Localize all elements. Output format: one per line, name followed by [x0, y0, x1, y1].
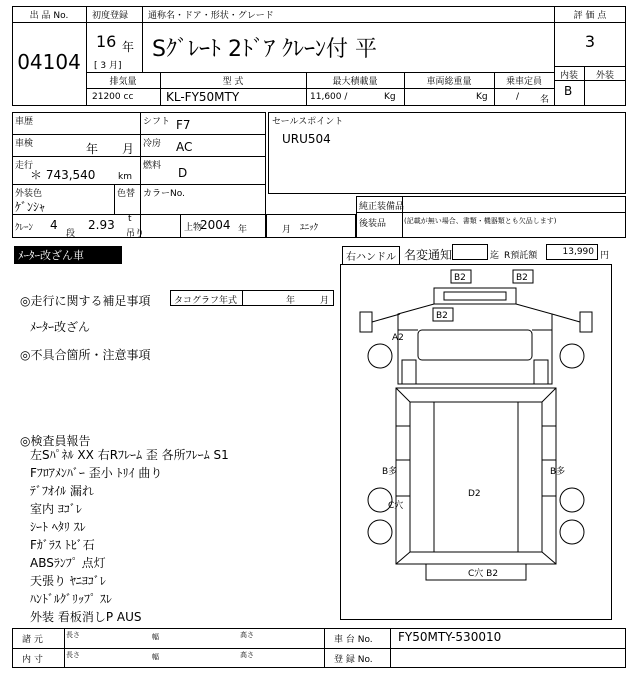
width-label: 幅	[152, 633, 159, 641]
tacho-label: タコグラフ年式	[174, 296, 238, 306]
width-label: 幅	[152, 653, 159, 661]
after-parts-note: (記載が無い場合、書類・機器類とも欠品します)	[404, 217, 557, 225]
exterior-label: 外装	[595, 71, 614, 81]
report-line: Fﾌﾛｱﾒﾝﾊﾞｰ 歪小 ﾄﾘｲ 曲り	[30, 466, 163, 480]
crane-label: ｸﾚｰﾝ	[15, 223, 34, 233]
name-change-box	[452, 244, 488, 260]
crane-ton: 2.93	[88, 218, 115, 232]
inspection-year: 年	[86, 142, 99, 156]
score-label: 評 価 点	[573, 11, 607, 21]
mileage-value: ＊ 743,540	[30, 168, 96, 182]
damage-mark: B2	[516, 273, 528, 283]
capacity-label: 乗車定員	[505, 77, 542, 87]
height-label: 高さ	[240, 651, 254, 659]
crane-stage: 4	[50, 218, 58, 232]
mileage-label: 走行	[15, 161, 34, 171]
tacho-month-unit: 月	[320, 296, 330, 306]
upper-year-unit: 年	[238, 225, 248, 235]
damage-mark: D2	[468, 489, 481, 499]
interior-label: 内装	[559, 71, 578, 81]
inner-size-label: 内 寸	[22, 655, 43, 665]
report-line: 外装 看板消しP AUS	[30, 610, 142, 624]
damage-mark: C穴 B2	[468, 569, 499, 579]
sales-point-value: URU504	[282, 132, 331, 146]
damage-mark: B2	[454, 273, 466, 283]
upper-month-unit: 月	[282, 225, 292, 235]
damage-mark: A2	[392, 333, 404, 343]
damage-mark: C穴	[388, 501, 404, 511]
chassis-label: 車 台 No.	[334, 635, 373, 645]
damage-mark: B2	[436, 311, 448, 321]
shift-value: F7	[176, 118, 191, 132]
score-value: 3	[584, 32, 596, 51]
reg-year: 16	[96, 32, 117, 51]
drive-note-label: ◎走行に関する補足事項	[20, 294, 151, 308]
color-no-label: カラーNo.	[143, 189, 185, 199]
displacement-value: 21200 cc	[92, 92, 134, 102]
color-change-label: 色替	[117, 189, 136, 199]
equipment-label: 純正装備品	[359, 202, 405, 212]
right-handle-badge: 右ハンドル	[342, 246, 400, 265]
recycle-amount: 13,990	[562, 247, 594, 257]
inspection-label: 車検	[15, 139, 34, 149]
grade-label: 通称名・ドア・形状・グレード	[148, 11, 274, 21]
model-value: KL-FY50MTY	[166, 90, 240, 104]
ton-unit: t	[128, 214, 132, 224]
name-change-label: 名変通知	[404, 248, 453, 262]
gross-weight-label: 車両総重量	[426, 77, 472, 87]
report-line: ﾃﾞﾌｵｲﾙ 漏れ	[30, 484, 94, 498]
ac-label: 冷房	[143, 139, 162, 149]
length-label: 長さ	[66, 631, 80, 639]
report-line: ABSﾗﾝﾌﾟ 点灯	[30, 556, 106, 570]
stage-unit: 段	[66, 229, 76, 239]
upper-label: 上物	[184, 223, 203, 233]
lot-label: 出 品 No.	[29, 11, 69, 21]
drive-note: ﾒｰﾀｰ改ざん	[30, 320, 91, 334]
truck-diagram	[340, 264, 612, 620]
reg-year-unit: 年	[122, 40, 135, 54]
yen-label: 円	[600, 251, 610, 261]
hang-unit: 吊り	[126, 229, 145, 239]
capacity-value: /	[516, 92, 520, 102]
capacity-unit: 名	[540, 95, 550, 105]
meter-banner: ﾒｰﾀｰ改ざん車	[14, 246, 122, 264]
upper-year: 2004	[200, 218, 231, 232]
shift-label: シフト	[143, 117, 171, 127]
first-reg-label: 初度登録	[92, 11, 129, 21]
max-load-value: 11,600 /	[310, 92, 348, 102]
model-label: 型 式	[222, 77, 244, 87]
chassis-number: FY50MTY-530010	[398, 630, 502, 644]
report-line: ｼｰﾄ ﾍﾀﾘ ｽﾚ	[30, 520, 86, 534]
registration-label: 登 録 No.	[334, 655, 373, 665]
specs-label: 諸 元	[22, 635, 43, 645]
deadline-label: 迄	[490, 251, 500, 261]
ac-value: AC	[176, 140, 193, 154]
reg-month: [ 3 月]	[94, 61, 122, 71]
mileage-unit: km	[118, 172, 132, 182]
upper-maker: ﾕﾆｯｸ	[300, 223, 319, 233]
max-load-label: 最大積載量	[332, 77, 378, 87]
inspection-month: 月	[122, 142, 135, 156]
fuel-label: 燃料	[143, 161, 162, 171]
after-parts-label: 後装品	[359, 219, 387, 229]
color-value: ｹﾞﾝｼｬ	[15, 200, 46, 214]
grade-text: Sｸﾞﾚｰﾄ 2ﾄﾞｱ ｸﾚｰﾝ付 平	[152, 37, 377, 62]
damage-mark: B多	[382, 467, 398, 477]
length-label: 長さ	[66, 651, 80, 659]
max-load-unit: Kg	[384, 92, 396, 102]
inspector-label: ◎検査員報告	[20, 434, 91, 448]
lot-number: 04104	[17, 50, 81, 74]
gross-weight-unit: Kg	[476, 92, 488, 102]
history-label: 車歴	[15, 117, 34, 127]
interior-score: B	[564, 84, 573, 98]
report-line: ﾊﾝﾄﾞﾙｸﾞﾘｯﾌﾟ ｽﾚ	[30, 592, 112, 606]
recycle-label: R預託額	[504, 251, 538, 261]
color-label: 外装色	[15, 189, 43, 199]
report-line: 天張り ﾔﾆﾖｺﾞﾚ	[30, 574, 106, 588]
report-line: 左Sﾊﾟﾈﾙ XX 右Rﾌﾚｰﾑ 歪 各所ﾌﾚｰﾑ S1	[30, 448, 229, 462]
displacement-label: 排気量	[109, 77, 137, 87]
height-label: 高さ	[240, 631, 254, 639]
defect-label: ◎不具合箇所・注意事項	[20, 348, 151, 362]
report-line: 室内 ﾖｺﾞﾚ	[30, 502, 82, 516]
tacho-year-unit: 年	[286, 296, 296, 306]
report-line: Fｶﾞﾗｽ ﾄﾋﾞ石	[30, 538, 95, 552]
fuel-value: D	[178, 166, 188, 180]
damage-mark: B多	[550, 467, 566, 477]
sales-point-label: セールスポイント	[272, 117, 344, 127]
